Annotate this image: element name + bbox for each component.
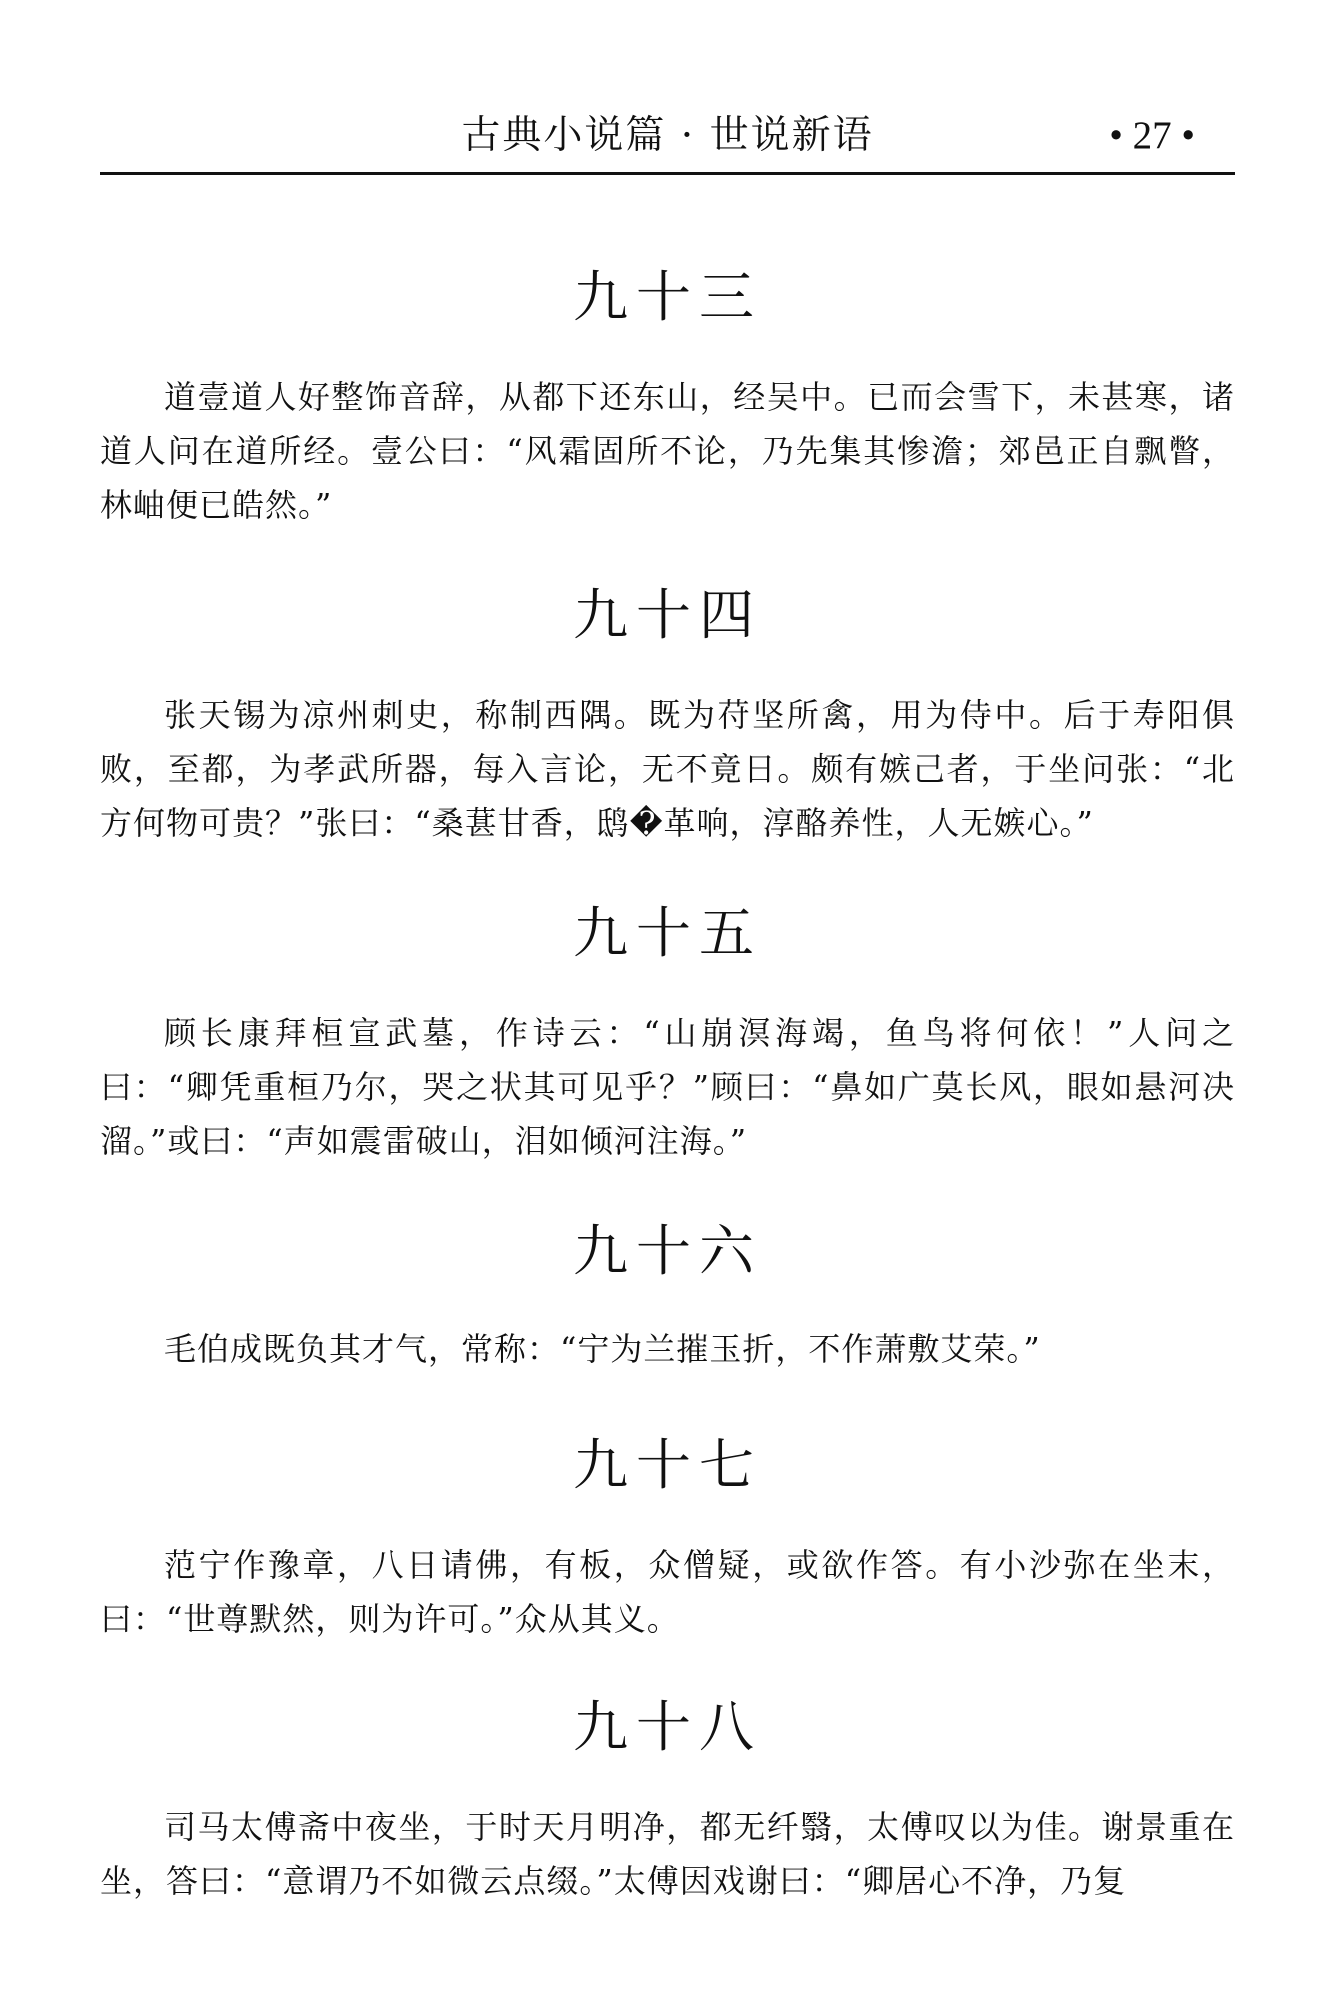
section-paragraph: 顾长康拜桓宣武墓，作诗云：“山崩溟海竭，鱼鸟将何依！”人问之曰：“卿凭重桓乃尔，哭之状其可见乎？”顾曰：“鼻如广莫长风，眼如悬河决溜。”或曰：“声如震雷破山，泪如倾河注海。”	[100, 1014, 1235, 1160]
section-heading: 九十三	[572, 265, 762, 329]
section-paragraph: 道壹道人好整饰音辞，从都下还东山，经吴中。已而会雪下，未甚寒，诸道人问在道所经。壹公曰：“风霜固所不论，乃先集其惨澹；郊邑正自飘瞥，林岫便已皓然。”	[100, 378, 1235, 524]
page-number: • 27 •	[1109, 114, 1195, 157]
section-paragraph: 范宁作豫章，八日请佛，有板，众僧疑，或欲作答。有小沙弥在坐末，曰：“世尊默然，则为许可。”众从其义。	[100, 1546, 1235, 1638]
section-heading: 九十五	[572, 901, 762, 965]
section-paragraph: 司马太傅斋中夜坐，于时天月明净，都无纤翳，太傅叹以为佳。谢景重在坐，答曰：“意谓乃不如微云点缀。”太傅因戏谢曰：“卿居心不净，乃复	[100, 1808, 1235, 1900]
header-title: 古典小说篇 · 世说新语	[461, 113, 874, 158]
section-paragraph: 张天锡为凉州刺史，称制西隅。既为苻坚所禽，用为侍中。后于寿阳俱败，至都，为孝武所器，每入言论，无不竟日。颇有嫉己者，于坐问张：“北方何物可贵？”张曰：“桑葚甘香，鸱�革响，淳酪养性，人无嫉心。”	[100, 696, 1235, 842]
section-heading: 九十四	[572, 583, 762, 647]
section-paragraph: 毛伯成既负其才气，常称：“宁为兰摧玉折，不作萧敷艾荣。”	[164, 1330, 1041, 1368]
running-header	[100, 100, 1235, 175]
section-heading: 九十七	[572, 1433, 762, 1497]
section-heading: 九十六	[572, 1219, 762, 1283]
section-heading: 九十八	[572, 1695, 762, 1759]
